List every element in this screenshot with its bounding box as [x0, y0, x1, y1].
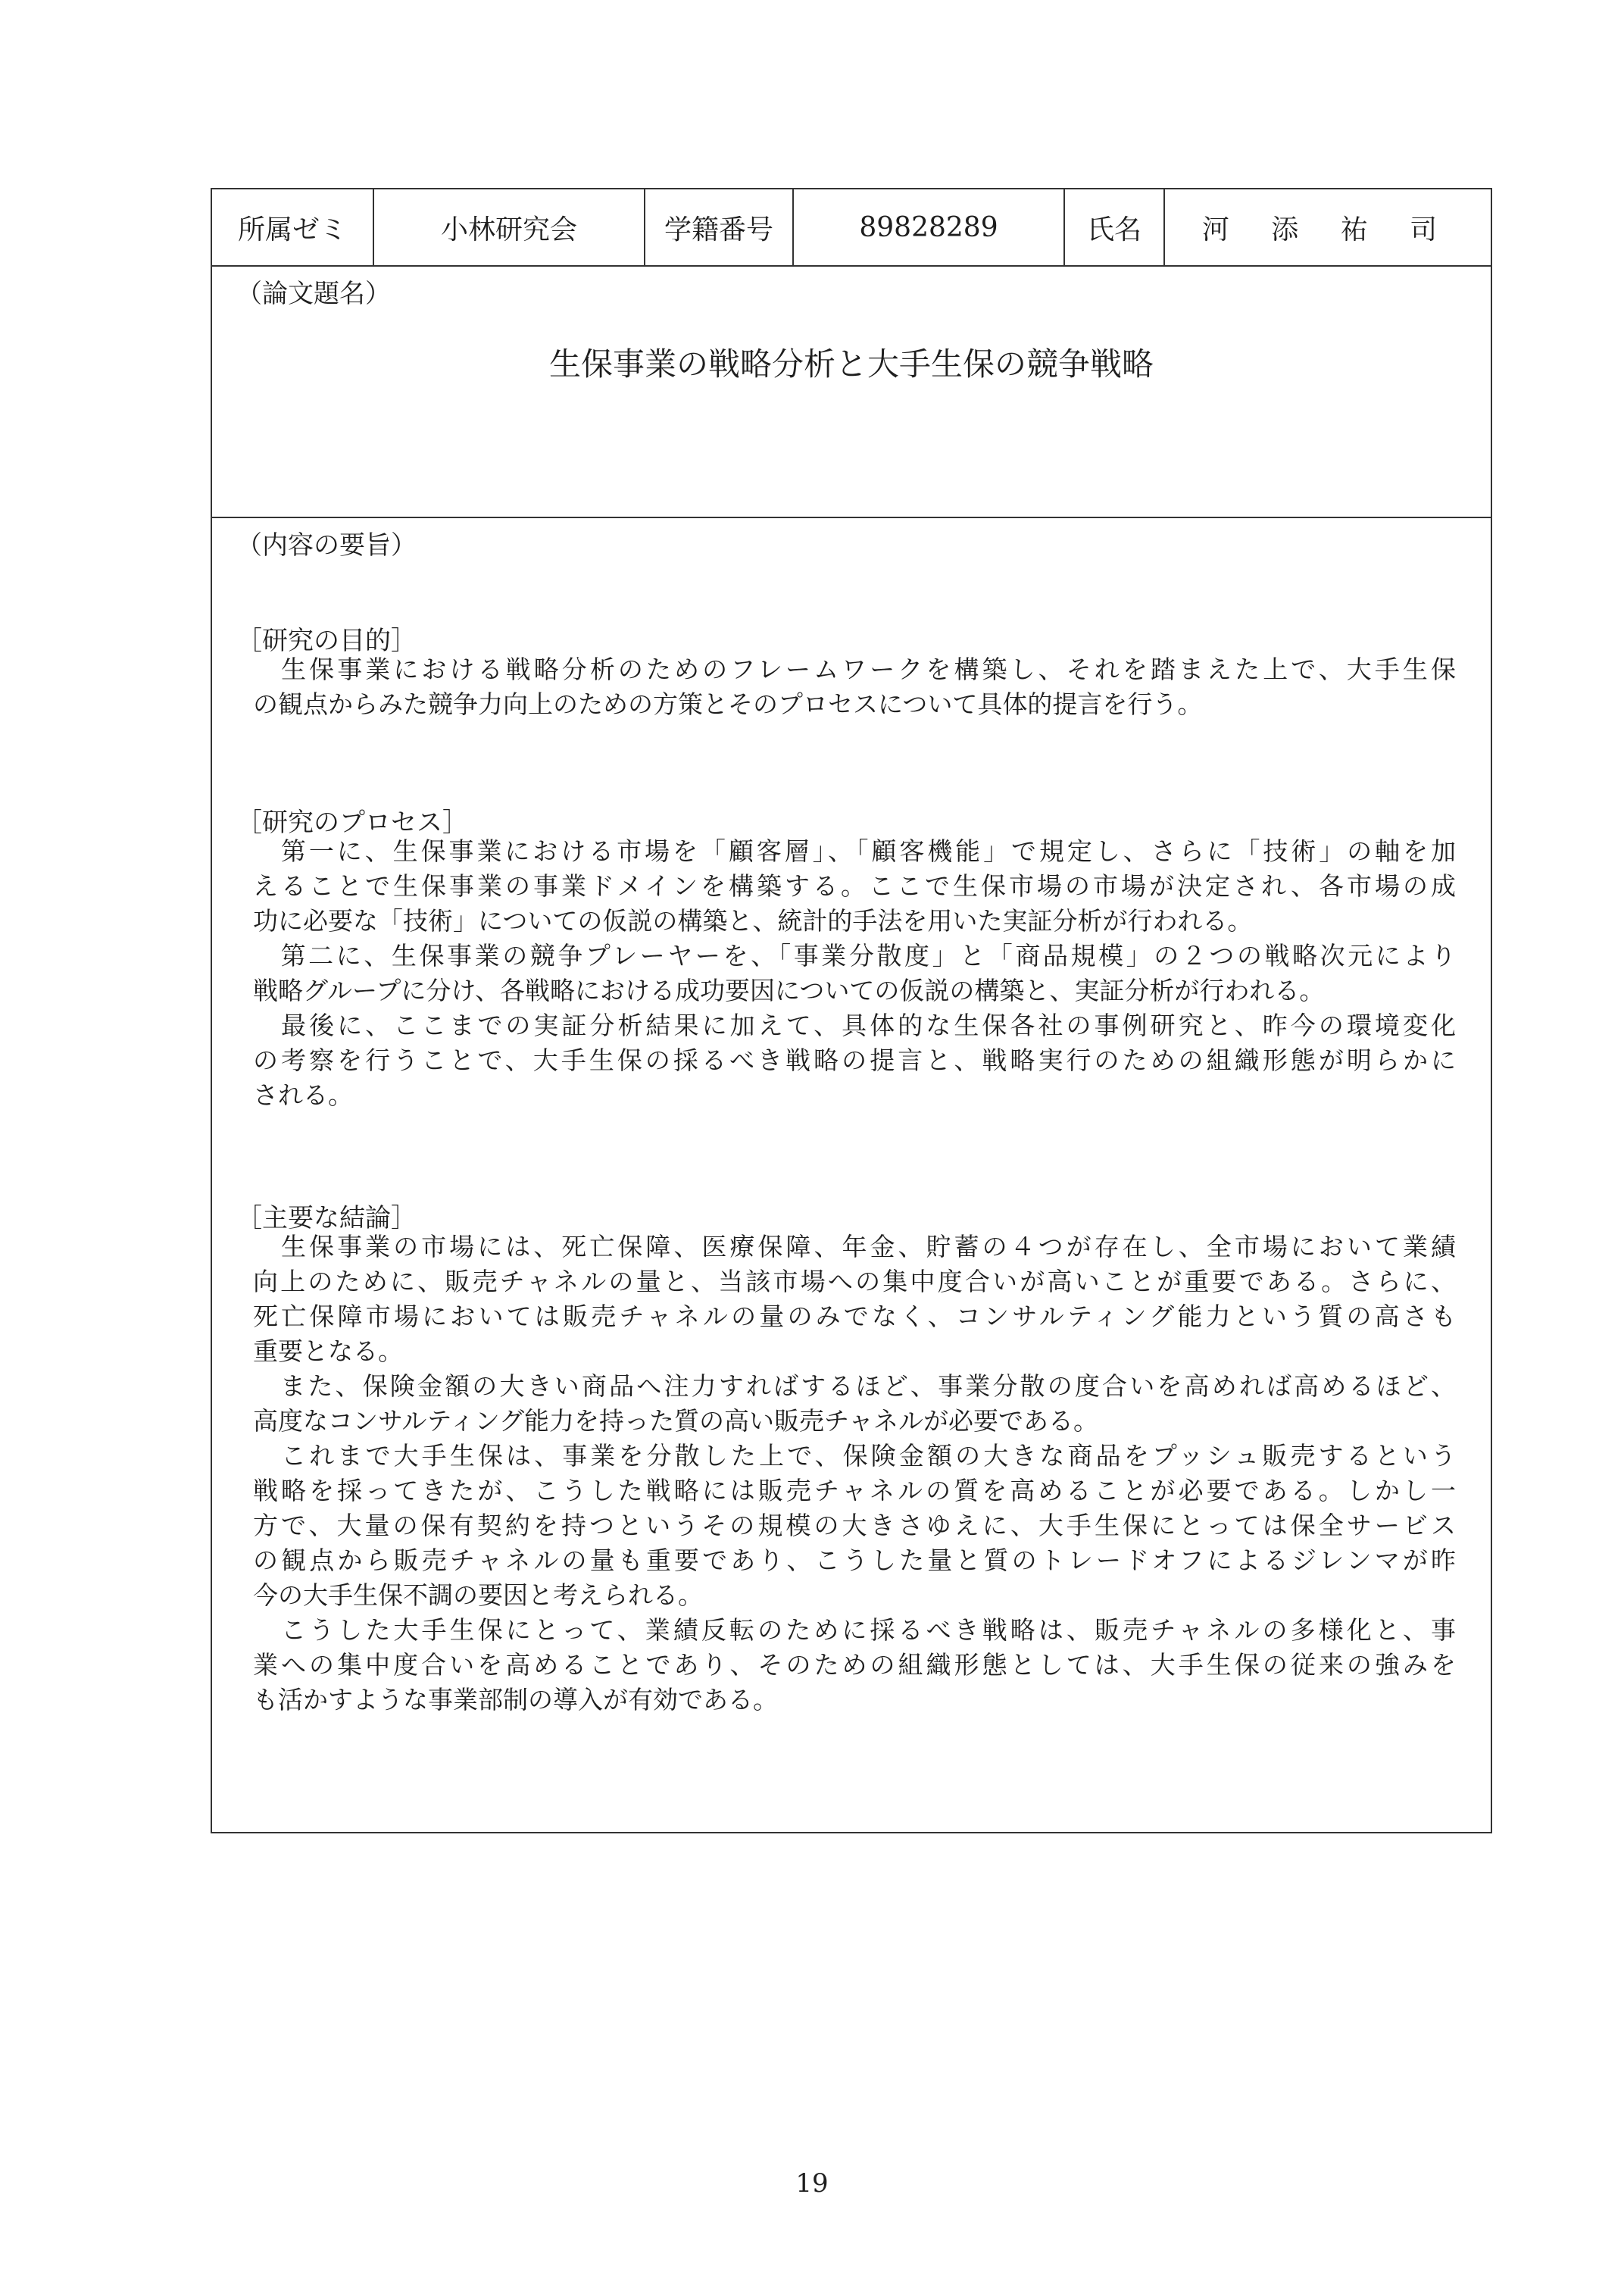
process-line: 最後に、ここまでの実証分析結果に加えて、具体的な生保各社の事例研究と、昨今の環境変化 — [253, 1011, 1456, 1040]
conclusion-line: 向上のために、販売チャネルの量と、当該市場への集中度合いが高いことが重要である。さらに、 — [253, 1267, 1456, 1296]
purpose-line: 生保事業における戦略分析のためのフレームワークを構築し、それを踏まえた上で、大手生保 — [253, 655, 1456, 684]
conclusion-line: 方で、大量の保有契約を持つというその規模の大きさゆえに、大手生保にとっては保全サービス — [253, 1511, 1456, 1540]
process-line: えることで生保事業の事業ドメインを構築する。ここで生保市場の市場が決定され、各市場の成 — [253, 871, 1456, 901]
purpose-line: の観点からみた競争力向上のための方策とそのプロセスについて具体的提言を行う。 — [253, 689, 1203, 719]
conclusion-line: 戦略を採ってきたが、こうした戦略には販売チャネルの質を高めることが必要である。しかし一 — [253, 1476, 1456, 1505]
page-number: 19 — [795, 2168, 829, 2199]
process-line: 第一に、生保事業における市場を「顧客層」、「顧客機能」で規定し、さらに「技術」の軸を加 — [253, 836, 1456, 866]
abstract-form — [211, 188, 1492, 1833]
content-section — [212, 517, 1491, 1832]
conclusion-line: 生保事業の市場には、死亡保障、医療保障、年金、貯蓄の４つが存在し、全市場において業績 — [253, 1232, 1456, 1261]
conclusion-heading: ［主要な結論］ — [236, 1203, 417, 1233]
thesis-title: 生保事業の戦略分析と大手生保の競争戦略 — [548, 345, 1154, 383]
process-line: 戦略グループに分け、各戦略における成功要因についての仮説の構築と、実証分析が行われる。 — [253, 976, 1325, 1005]
process-line: 功に必要な「技術」についての仮説の構築と、統計的手法を用いた実証分析が行われる。 — [253, 906, 1253, 936]
title-section-label: （論文題名） — [236, 279, 391, 309]
conclusion-line: も活かすような事業部制の導入が有効である。 — [253, 1685, 778, 1714]
name-value: 河 添 祐 司 — [1201, 214, 1454, 245]
conclusion-line: また、保険金額の大きい商品へ注力すればするほど、事業分散の度合いを高めれば高めるほど、 — [253, 1371, 1457, 1401]
conclusion-line: 高度なコンサルティング能力を持った質の高い販売チャネルが必要である。 — [253, 1406, 1099, 1436]
student-id-label: 学籍番号 — [645, 189, 794, 265]
conclusion-line: 死亡保障市場においては販売チャネルの量のみでなく、コンサルティング能力という質の高さも — [253, 1302, 1456, 1331]
process-line: される。 — [253, 1080, 353, 1110]
conclusion-line: これまで大手生保は、事業を分散した上で、保険金額の大きな商品をプッシュ販売するという — [253, 1441, 1456, 1471]
title-section — [212, 265, 1491, 518]
seminar-label: 所属ゼミ — [212, 189, 374, 265]
process-line: の考察を行うことで、大手生保の採るべき戦略の提言と、戦略実行のための組織形態が明らかに — [253, 1045, 1456, 1075]
conclusion-line: こうした大手生保にとって、業績反転のために採るべき戦略は、販売チャネルの多様化と、事 — [253, 1615, 1456, 1645]
conclusion-line: の観点から販売チャネルの量も重要であり、こうした量と質のトレードオフによるジレンマが昨 — [253, 1546, 1456, 1575]
header-row — [212, 189, 1491, 267]
process-line: 第二に、生保事業の競争プレーヤーを、「事業分散度」と「商品規模」の２つの戦略次元により — [253, 941, 1456, 970]
seminar-value: 小林研究会 — [374, 189, 645, 265]
conclusion-line: 重要となる。 — [253, 1336, 403, 1366]
process-heading: ［研究のプロセス］ — [236, 808, 468, 838]
name-label: 氏名 — [1065, 189, 1165, 265]
conclusion-line: 今の大手生保不調の要因と考えられる。 — [253, 1580, 703, 1610]
student-id-value: 89828289 — [794, 189, 1065, 265]
conclusion-line: 業への集中度合いを高めることであり、そのための組織形態としては、大手生保の従来の強みを — [253, 1650, 1456, 1680]
purpose-heading: ［研究の目的］ — [236, 626, 417, 656]
content-section-label: （内容の要旨） — [236, 530, 417, 561]
